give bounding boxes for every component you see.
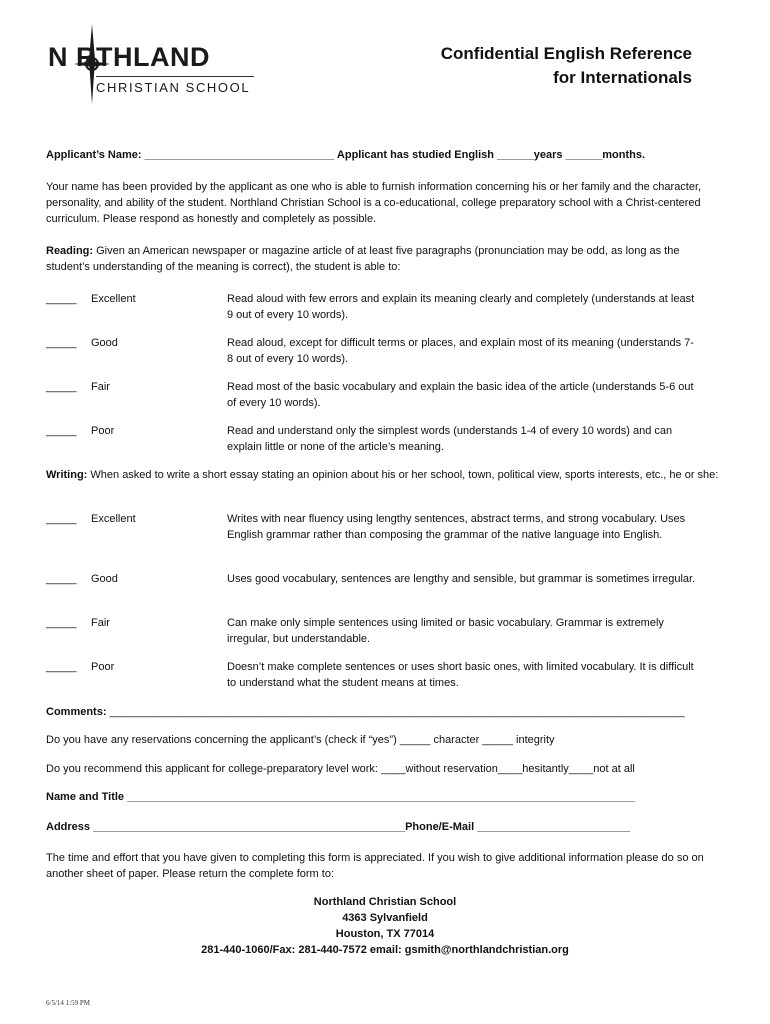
rating-label: Fair xyxy=(91,381,110,393)
rating-description: Read aloud with few errors and explain its meaning clearly and completely (understands at least 9 out of every 10 words). xyxy=(227,293,695,321)
writing-item-poor xyxy=(46,659,722,691)
reading-item-poor xyxy=(46,423,722,455)
rating-blank[interactable]: _____ xyxy=(46,425,77,437)
rating-label: Poor xyxy=(91,661,115,673)
rating-description: Read aloud, except for difficult terms or places, and explain most of its meaning (understands 7-8 out of every 10 words). xyxy=(227,337,694,365)
reservations-question[interactable]: Do you have any reservations concerning the applicant’s (check if “yes”) _____ character _____ integrity xyxy=(46,734,555,746)
address-phone-field[interactable]: Address ___________________________________________________Phone/E-Mail _________________________ xyxy=(46,821,631,833)
writing-item-excellent xyxy=(46,511,722,559)
return-street: 4363 Sylvanfield xyxy=(342,912,428,924)
comments-label: Comments: xyxy=(46,706,107,718)
return-contact: 281-440-1060/Fax: 281-440-7572 email: gsmith@northlandchristian.org xyxy=(201,944,569,956)
return-city: Houston, TX 77014 xyxy=(335,928,435,940)
recommend-question[interactable]: Do you recommend this applicant for college-preparatory level work: ____without reservation____hesitantly____not at all xyxy=(46,763,635,775)
rating-description: Read most of the basic vocabulary and explain the basic idea of the article (understands 5-6 out of every 10 words). xyxy=(227,381,694,409)
rating-description: Doesn’t make complete sentences or uses short basic ones, with limited vocabulary. It is difficult to understand what the student means at times. xyxy=(227,661,694,689)
comments-line[interactable]: ______________________________________________________________________________________________ xyxy=(106,706,685,718)
title-line-1: Confidential English Reference xyxy=(440,44,692,63)
rating-label: Good xyxy=(91,573,118,585)
rating-blank[interactable]: _____ xyxy=(46,573,77,585)
writing-prompt xyxy=(46,467,722,483)
writing-item-fair xyxy=(46,615,722,647)
reading-prompt xyxy=(46,243,722,275)
rating-blank[interactable]: _____ xyxy=(46,337,77,349)
title-line-2: for Internationals xyxy=(553,68,692,87)
reading-label: Reading: xyxy=(46,245,94,257)
rating-blank[interactable]: _____ xyxy=(46,661,77,673)
school-logo xyxy=(48,24,258,104)
comments-field[interactable] xyxy=(46,704,722,720)
print-timestamp: 6/5/14 1:59 PM xyxy=(46,999,90,1007)
rating-label: Excellent xyxy=(91,513,136,525)
rating-description: Can make only simple sentences using limited or basic vocabulary. Grammar is extremely irregular, but understandable. xyxy=(227,617,664,645)
rating-description: Writes with near fluency using lengthy sentences, abstract terms, and strong vocabulary. Uses English grammar rather than composing the grammar of the native language into English. xyxy=(227,513,686,541)
logo-divider xyxy=(96,76,254,77)
reading-item-excellent xyxy=(46,291,722,323)
rating-blank[interactable]: _____ xyxy=(46,617,77,629)
rating-blank[interactable]: _____ xyxy=(46,381,77,393)
rating-label: Poor xyxy=(91,425,115,437)
rating-label: Good xyxy=(91,337,118,349)
return-school-name: Northland Christian School xyxy=(313,896,457,908)
rating-label: Fair xyxy=(91,617,110,629)
applicant-line[interactable]: Applicant’s Name: _______________________________ Applicant has studied English ______years ______months. xyxy=(46,149,646,161)
logo-subtitle: CHRISTIAN SCHOOL xyxy=(96,80,251,95)
reading-prompt-text: Given an American newspaper or magazine article of at least five paragraphs (pronunciation may be odd, as long as the student’s understanding of the meaning is correct), the student is able to: xyxy=(46,245,680,273)
rating-description: Read and understand only the simplest words (understands 1-4 of every 10 words) and can explain little or none of the article’s meaning. xyxy=(227,425,673,453)
rating-blank[interactable]: _____ xyxy=(46,513,77,525)
rating-description: Uses good vocabulary, sentences are lengthy and sensible, but grammar is sometimes irregular. xyxy=(227,573,696,585)
intro-paragraph: Your name has been provided by the applicant as one who is able to furnish information concerning his or her family and the character, personality, and ability of the student. Northland Christian School is a co-educational, college preparatory school with a Christ-centered curriculum. Please respond as honestly and completely as possible. xyxy=(46,181,702,225)
writing-item-good xyxy=(46,571,722,603)
closing-paragraph: The time and effort that you have given to completing this form is appreciated. If you wish to give additional information please do so on another sheet of paper. Please return the complete form to: xyxy=(46,852,704,880)
writing-prompt-text: When asked to write a short essay stating an opinion about his or her school, town, political view, sports interests, etc., he or she: xyxy=(87,469,719,481)
page-title xyxy=(441,42,692,90)
reading-item-good xyxy=(46,335,722,367)
writing-label: Writing: xyxy=(46,469,88,481)
rating-label: Excellent xyxy=(91,293,136,305)
rating-blank[interactable]: _____ xyxy=(46,293,77,305)
logo-wordmark: N RTHLAND xyxy=(48,42,210,72)
reading-item-fair xyxy=(46,379,722,411)
name-title-field[interactable]: Name and Title ___________________________________________________________________________________ xyxy=(46,791,635,803)
